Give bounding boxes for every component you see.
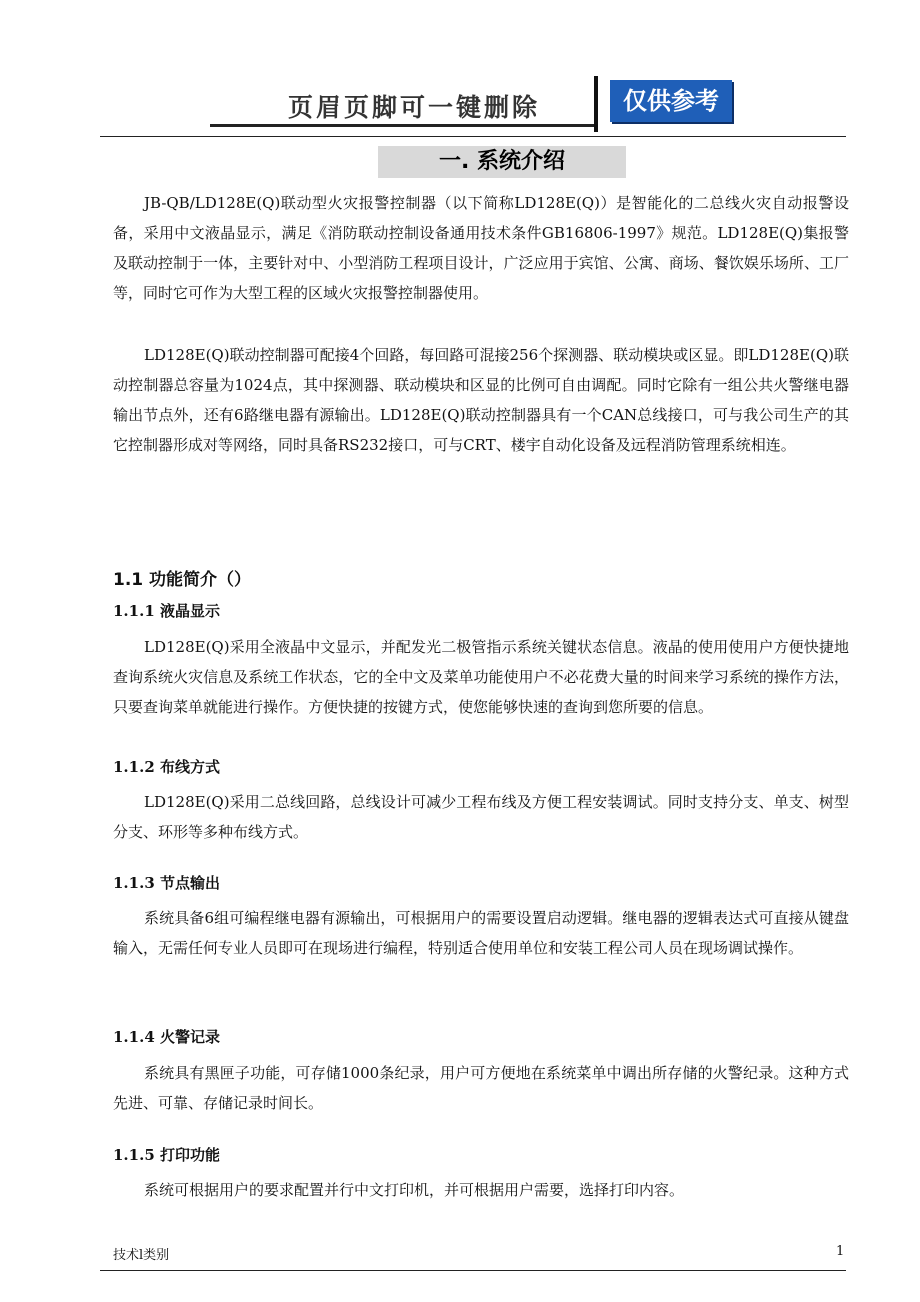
subsection-heading: 1.1.3 节点输出: [113, 874, 220, 892]
intro-paragraph-2: LD128E(Q)联动控制器可配接4个回路，每回路可混接256个探测器、联动模块或区显。即LD128E(Q)联动控制器总容量为1024点，其中探测器、联动模块和区显的比例可自由调配。同时它除有一组公共火警继电器输出节点外，还有6路继电器有源输出。LD128E(Q)联动控制器具有一个CAN总线接口，可与我公司生产的其它控制器形成对等网络，同时具备RS232接口，可与CRT、楼宇自动化设备及远程消防管理系统相连。: [113, 346, 849, 454]
subsection-heading: 1.1.4 火警记录: [113, 1028, 220, 1046]
subsection-heading: 1.1.5 打印功能: [113, 1146, 220, 1164]
footer-rule: [100, 1270, 846, 1271]
subsection-paragraph: 系统具有黑匣子功能，可存储1000条纪录，用户可方便地在系统菜单中调出所存储的火警纪录。这种方式先进、可靠、存储记录时间长。: [113, 1064, 849, 1112]
subsection-paragraph: 系统具备6组可编程继电器有源输出，可根据用户的需要设置启动逻辑。继电器的逻辑表达式可直接从键盘输入，无需任何专业人员即可在现场进行编程，特别适合使用单位和安装工程公司人员在现场调试操作。: [113, 909, 849, 957]
intro-paragraph-1: JB-QB/LD128E(Q)联动型火灾报警控制器（以下简称LD128E(Q)）是智能化的二总线火灾自动报警设备，采用中文液晶显示，满足《消防联动控制设备通用技术条件GB16806-1997》规范。LD128E(Q)集报警及联动控制于一体，主要针对中、小型消防工程项目设计，广泛应用于宾馆、公寓、商场、餐饮娱乐场所、工厂等，同时它可作为大型工程的区域火灾报警控制器使用。: [113, 194, 849, 302]
subsection-paragraph: LD128E(Q)采用全液晶中文显示，并配发光二极管指示系统关键状态信息。液晶的使用使用户方便快捷地查询系统火灾信息及系统工作状态，它的全中文及菜单功能使用户不必花费大量的时间来学习系统的操作方法，只要查询菜单就能进行操作。方便快捷的按键方式，使您能够快速的查询到您所要的信息。: [113, 638, 849, 716]
subsection-paragraph: LD128E(Q)采用二总线回路，总线设计可减少工程布线及方便工程安装调试。同时支持分支、单支、树型分支、环形等多种布线方式。: [113, 793, 849, 841]
subsection-heading: 1.1.1 液晶显示: [113, 602, 220, 620]
section-heading: 1.1 功能简介（）: [113, 570, 252, 590]
header-underline: [210, 124, 596, 127]
chapter-title: 一. 系统介绍: [378, 146, 626, 178]
footer-category: 技术l类别: [113, 1248, 170, 1263]
reference-badge: 仅供参考: [610, 80, 732, 122]
header-rule: [100, 136, 846, 137]
subsection-heading: 1.1.2 布线方式: [113, 758, 220, 776]
header-divider: [594, 76, 598, 132]
header-note: 页眉页脚可一键删除: [288, 93, 541, 122]
subsection-paragraph: 系统可根据用户的要求配置并行中文打印机，并可根据用户需要，选择打印内容。: [144, 1181, 685, 1199]
page-number: 1: [836, 1244, 845, 1259]
